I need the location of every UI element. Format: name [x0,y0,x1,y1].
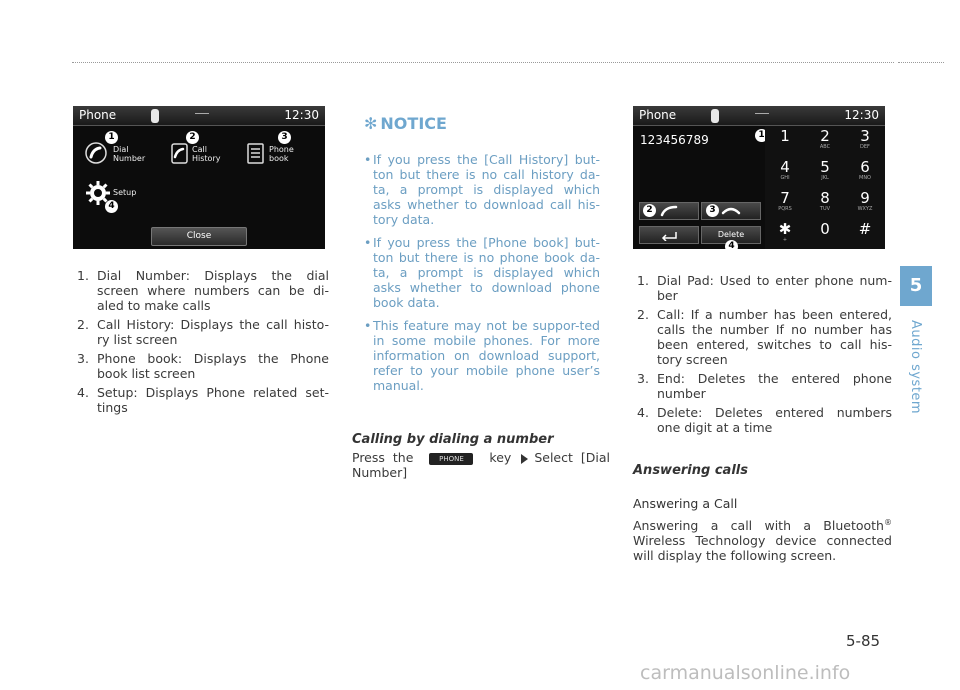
chapter-label: Audio system [908,320,923,415]
list-item: 3. End: Deletes the entered phone number [637,371,892,401]
dial-pad-screenshot [633,106,885,249]
bluetooth-icon [711,109,719,123]
arrow-right-icon [521,454,528,464]
end-call-icon [721,205,741,217]
screen-title: Phone [79,108,117,122]
menu-setup[interactable]: Setup [113,188,137,197]
key-9[interactable]: 9 WXYZ [857,189,873,212]
menu-call-history[interactable]: Call History [192,145,221,163]
menu-phone-book[interactable]: Phone book [269,145,294,163]
key-8[interactable]: 8 TUV [819,189,831,212]
screen-time: 12:30 [844,108,879,122]
usb-icon [755,113,769,118]
top-rule [72,62,894,63]
answering-subheading: Answering a Call [633,496,738,511]
key-3[interactable]: 3 DEF [860,127,870,150]
key-0[interactable]: 0 [820,220,830,238]
notice-list [364,152,600,401]
list-item: 1. Dial Pad: Used to enter phone num-ber [637,273,892,303]
key-5[interactable]: 5 JKL [820,158,830,181]
list-item: 3. Phone book: Displays the Phone book list screen [77,351,329,381]
status-bar [73,106,325,126]
top-rule-right [898,62,944,63]
list-item: • If you press the [Call History] but-ton but there is no call history da-ta, a prompt is displayed which asks whether to download call his-tory data. [364,152,600,227]
answering-heading: Answering calls [633,463,748,478]
calling-heading: Calling by dialing a number [352,432,554,447]
key-7[interactable]: 7 PQRS [778,189,792,212]
phonebook-icon [245,142,267,164]
callout-2: 2 [186,131,199,144]
answering-paragraph: Answering a call with a Bluetooth® Wireless Technology device connected will display the following screen. [633,518,892,564]
list-item: 2. Call History: Displays the call histo-ry list screen [77,317,329,347]
key-2[interactable]: 2 ABC [819,127,831,150]
phone-menu-screenshot [73,106,325,249]
bluetooth-icon [151,109,159,123]
callout-3: 3 [278,131,291,144]
callout-4: 4 [105,200,118,213]
call-history-icon [168,142,190,164]
callout-4: 4 [725,240,738,249]
usb-icon [195,113,209,118]
screen-title: Phone [639,108,677,122]
key-hash[interactable]: # [858,220,872,238]
phone-key-icon: PHONE [429,453,473,465]
dial-pad-descriptions [633,273,892,439]
calling-paragraph: Press the PHONE key Select [Dial Number] [352,450,610,480]
key-star[interactable]: ✱ + [778,220,792,243]
chapter-tab: 5 [900,266,932,306]
list-item: 1. Dial Number: Displays the dial screen where numbers can be di-aled to make calls [77,268,329,313]
key-6[interactable]: 6 MNO [859,158,871,181]
delete-button[interactable]: Delete [701,226,761,244]
status-bar [633,106,885,126]
dial-pad [765,126,885,249]
page-number: 5-85 [846,632,881,650]
dialed-number: 123456789 [640,133,709,147]
list-item: • This feature may not be suppor-ted in some mobile phones. For more information on download support, refer to your mobile phone user’s manual. [364,318,600,393]
back-arrow-icon [659,229,679,241]
list-item: • If you press the [Phone book] but-ton but there is no phone book da-ta, a prompt is displayed which asks whether to download phone book data. [364,235,600,310]
list-item: 4. Delete: Deletes entered numbers one digit at a time [637,405,892,435]
list-item: 4. Setup: Displays Phone related set-tings [77,385,329,415]
call-icon [659,205,679,217]
callout-3: 3 [706,204,719,217]
callout-1: 1 [755,129,768,142]
menu-dial-number[interactable]: Dial Number [113,145,146,163]
phone-menu-descriptions [73,268,329,419]
list-item: 2. Call: If a number has been entered, calls the number If no number has been entered, switches to call his-tory screen [637,307,892,367]
callout-2: 2 [643,204,656,217]
screen-time: 12:30 [284,108,319,122]
key-1[interactable]: 1 [780,127,790,145]
key-4[interactable]: 4 GHI [780,158,790,181]
phone-handset-icon [85,142,107,164]
callout-1: 1 [105,131,118,144]
notice-heading: ✻ NOTICE [364,114,447,133]
back-button[interactable] [639,226,699,244]
close-button[interactable]: Close [151,227,247,246]
snowflake-icon: ✻ [364,114,378,133]
watermark: carmanualsonline.info [640,662,851,684]
